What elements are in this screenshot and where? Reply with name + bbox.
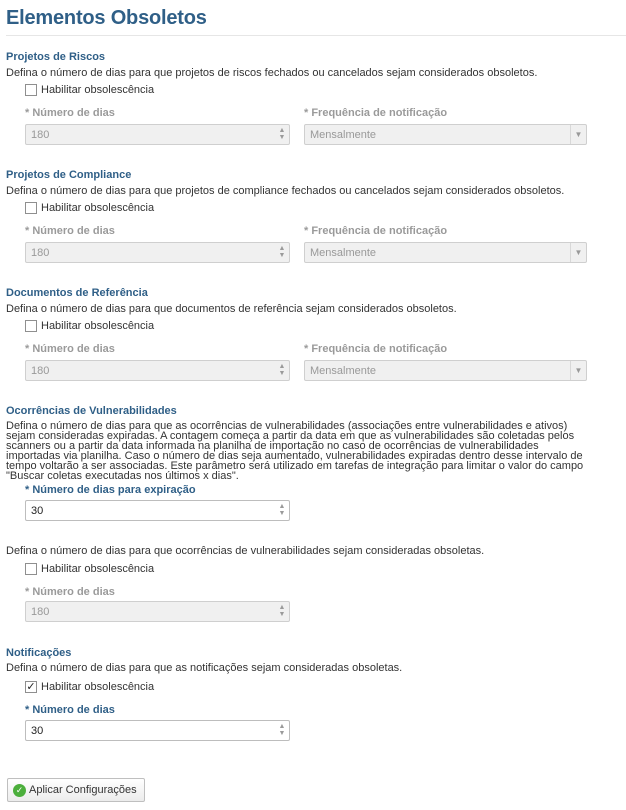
spinner-arrows-icon[interactable]: ▲ ▼ [278,127,286,141]
days-input-risks[interactable] [25,124,290,145]
enable-obsolescence-notifications[interactable] [25,681,154,693]
days-label-risks: * Número de dias [25,107,115,119]
section-title-compliance: Projetos de Compliance [6,169,132,181]
days-input-vulnerabilities[interactable] [25,601,290,622]
spinner-arrows-icon[interactable]: ▲ ▼ [278,723,286,737]
frequency-label-risks: * Frequência de notificação [304,107,448,119]
section-title-references: Documentos de Referência [6,287,148,299]
days-value: 180 [31,247,50,259]
days-label-notifications: * Número de dias [25,704,115,716]
frequency-label-compliance: * Frequência de notificação [304,225,448,237]
days-label-vulnerabilities: * Número de dias [25,586,115,598]
checkmark-icon: ✓ [26,681,36,693]
chevron-down-icon[interactable]: ▼ [570,125,586,144]
days-value: 180 [31,129,50,141]
spinner-arrows-icon[interactable]: ▲ ▼ [278,604,286,618]
frequency-value: Mensalmente [310,247,377,259]
frequency-label-references: * Frequência de notificação [304,343,448,355]
page-title: Elementos Obsoletos [6,7,207,29]
chevron-down-icon[interactable]: ▼ [570,361,586,380]
checkbox-label: Habilitar obsolescência [41,563,155,575]
enable-obsolescence-references[interactable] [25,320,154,332]
days-input-compliance[interactable] [25,242,290,263]
spinner-arrows-icon[interactable]: ▲ ▼ [278,245,286,259]
section-description-compliance: Defina o número de dias para que projetos de compliance fechados ou cancelados sejam considerados obsoletos. [6,185,565,197]
frequency-select-compliance[interactable] [304,242,587,263]
section-description-references: Defina o número de dias para que documentos de referência sejam considerados obsoletos. [6,303,457,315]
checkbox-risks[interactable] [25,84,37,96]
checkbox-compliance[interactable] [25,202,37,214]
frequency-select-risks[interactable] [304,124,587,145]
checkbox-references[interactable] [25,320,37,332]
enable-obsolescence-compliance[interactable] [25,202,154,214]
spinner-arrows-icon[interactable]: ▲ ▼ [278,363,286,377]
expiration-days-input[interactable] [25,500,290,521]
expiration-days-value: 30 [31,505,44,517]
days-input-notifications[interactable] [25,720,290,741]
checkbox-vulnerabilities[interactable] [25,563,37,575]
section-description-notifications: Defina o número de dias para que as notificações sejam consideradas obsoletas. [6,662,403,674]
checkbox-label: Habilitar obsolescência [41,681,155,693]
expiration-days-label: * Número de dias para expiração [25,484,196,496]
checkbox-label: Habilitar obsolescência [41,320,155,332]
checkbox-label: Habilitar obsolescência [41,84,155,96]
apply-settings-label: Aplicar Configurações [29,784,137,796]
title-divider [6,35,626,36]
section-title-notifications: Notificações [6,647,72,659]
frequency-select-references[interactable] [304,360,587,381]
section-title-risks: Projetos de Riscos [6,51,106,63]
section-description-risks: Defina o número de dias para que projetos de riscos fechados ou cancelados sejam considerados obsoletos. [6,67,538,79]
enable-obsolescence-vulnerabilities[interactable] [25,563,154,575]
section-description-vulnerabilities-obsolete: Defina o número de dias para que ocorrências de vulnerabilidades sejam consideradas obsoletas. [6,545,485,557]
check-circle-icon: ✓ [13,784,26,797]
days-label-compliance: * Número de dias [25,225,115,237]
chevron-down-icon[interactable]: ▼ [570,243,586,262]
days-label-references: * Número de dias [25,343,115,355]
days-value: 30 [31,725,44,737]
days-value: 180 [31,365,50,377]
checkbox-notifications[interactable] [25,681,37,693]
apply-settings-button[interactable] [7,778,145,802]
frequency-value: Mensalmente [310,365,377,377]
section-title-vulnerabilities: Ocorrências de Vulnerabilidades [6,405,177,417]
frequency-value: Mensalmente [310,129,377,141]
days-input-references[interactable] [25,360,290,381]
days-value: 180 [31,606,50,618]
enable-obsolescence-risks[interactable] [25,84,154,96]
spinner-arrows-icon[interactable]: ▲ ▼ [278,503,286,517]
checkbox-label: Habilitar obsolescência [41,202,155,214]
section-description-expiration: Defina o número de dias para que as ocorrências de vulnerabilidades (associações entre vulnerabilidades e ativos) sejam consideradas expiradas. A contagem começa a partir da data em que as vulnerabilidades são coletadas pelos scanners ou a partir da data informada na planilha de importação no caso de ocorrências de vulnerabilidades importadas via planilha. Caso o número de dias seja aumentado, vulnerabilidades expiradas dentro desse intervalo de tempo voltarão a ser associadas. Este parâmetro será utilizado em tarefas de integração para limitar o valor do campo "Buscar coletas executadas nos últimos x dias". [6,420,584,482]
